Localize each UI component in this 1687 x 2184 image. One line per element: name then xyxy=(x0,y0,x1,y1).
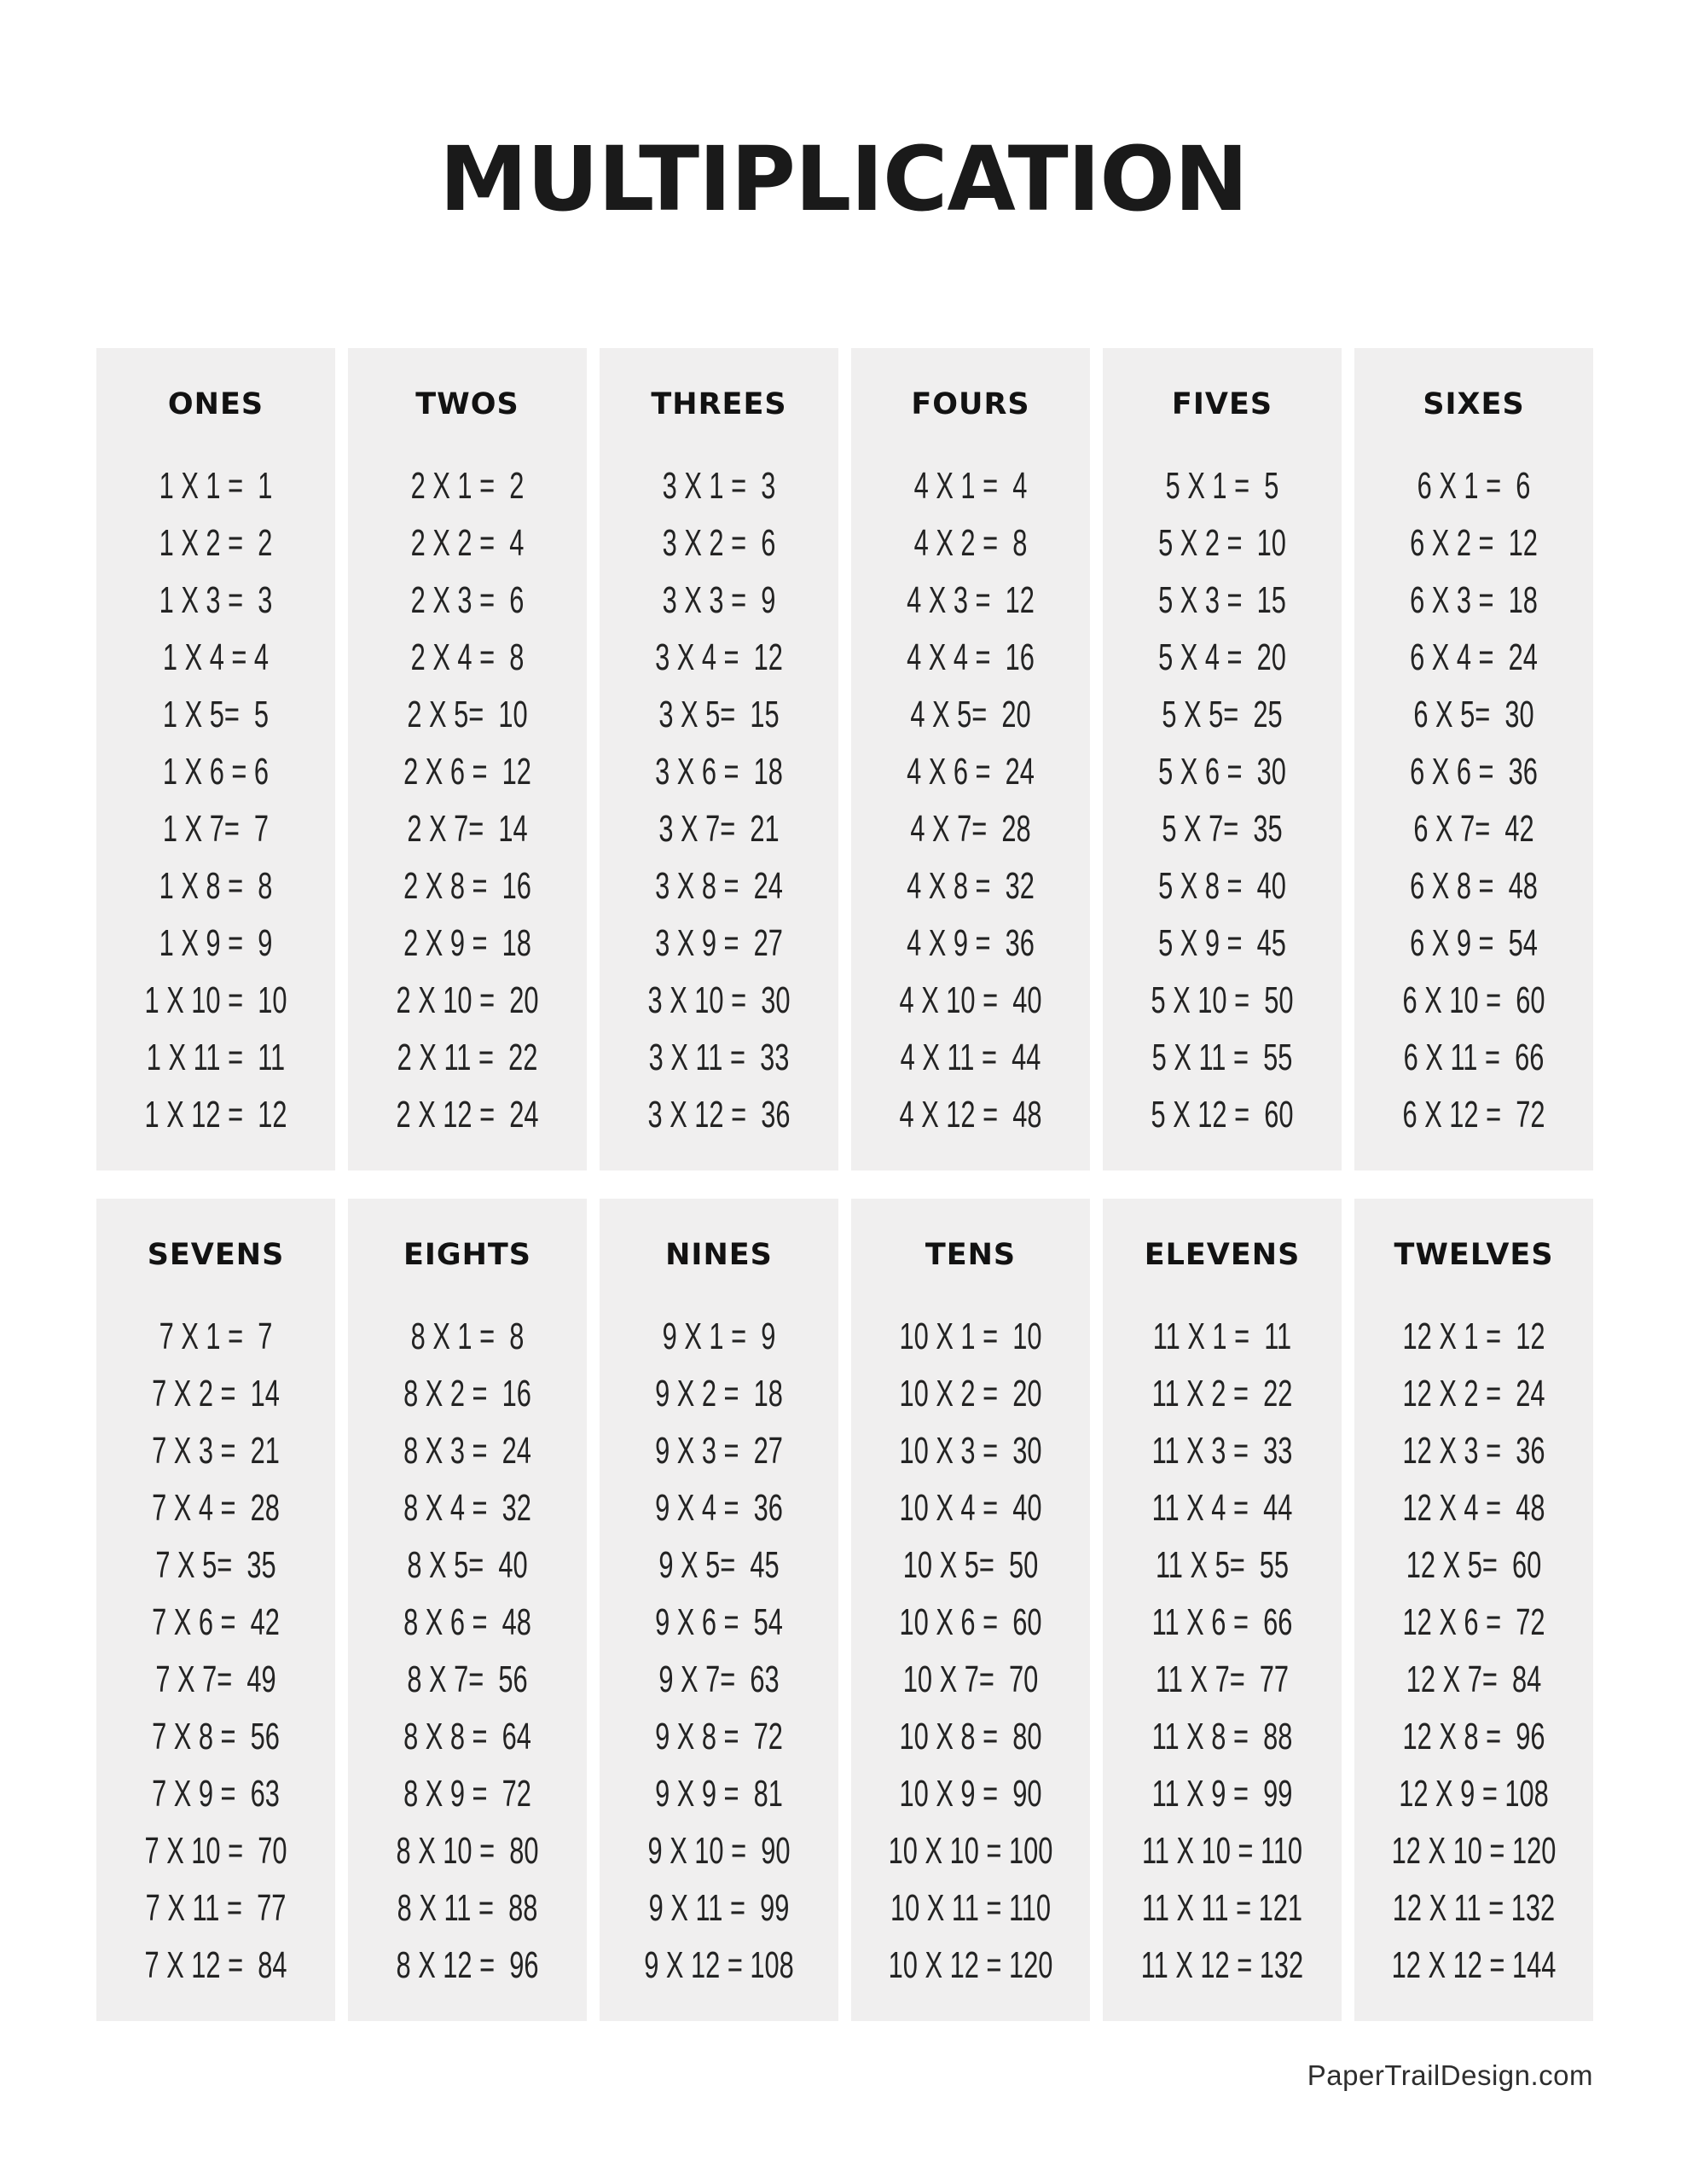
fact-row: 1 X 7= 7 xyxy=(162,808,270,851)
fact-row: 12 X 3 = 36 xyxy=(1402,1430,1545,1472)
fact-row: 12 X 12 = 144 xyxy=(1391,1944,1557,1987)
fact-row: 9 X 1 = 9 xyxy=(662,1316,776,1358)
table-card xyxy=(1103,1199,1342,2021)
fact-row: 11 X 7= 77 xyxy=(1155,1658,1290,1701)
fact-row: 11 X 11 = 121 xyxy=(1141,1887,1303,1930)
fact-row: 6 X 2 = 12 xyxy=(1410,522,1538,565)
fact-row: 6 X 3 = 18 xyxy=(1410,579,1538,622)
fact-row: 3 X 11 = 33 xyxy=(648,1037,790,1079)
fact-row: 9 X 11 = 99 xyxy=(648,1887,790,1930)
fact-row: 1 X 1 = 1 xyxy=(159,465,273,508)
fact-row: 12 X 7= 84 xyxy=(1406,1658,1542,1701)
fact-row: 7 X 5= 35 xyxy=(155,1544,276,1587)
fact-row: 1 X 8 = 8 xyxy=(159,865,273,908)
fact-row: 6 X 5= 30 xyxy=(1413,694,1534,736)
table-title: FIVES xyxy=(1171,387,1273,421)
fact-row: 1 X 12 = 12 xyxy=(144,1094,287,1136)
fact-row: 10 X 5= 50 xyxy=(902,1544,1039,1587)
fact-row: 6 X 11 = 66 xyxy=(1403,1037,1545,1079)
fact-row: 1 X 5= 5 xyxy=(162,694,270,736)
fact-row: 4 X 12 = 48 xyxy=(899,1094,1042,1136)
fact-row: 5 X 11 = 55 xyxy=(1151,1037,1293,1079)
fact-row: 3 X 12 = 36 xyxy=(647,1094,791,1136)
table-rows xyxy=(384,457,551,1143)
tables-grid xyxy=(96,348,1593,2021)
fact-row: 2 X 1 = 2 xyxy=(410,465,525,508)
fact-row: 4 X 10 = 40 xyxy=(899,979,1042,1022)
fact-row: 6 X 4 = 24 xyxy=(1410,636,1538,679)
table-card xyxy=(1354,348,1593,1170)
fact-row: 7 X 3 = 21 xyxy=(152,1430,280,1472)
fact-row: 9 X 12 = 108 xyxy=(644,1944,794,1987)
fact-row: 11 X 4 = 44 xyxy=(1151,1487,1293,1530)
fact-row: 4 X 1 = 4 xyxy=(913,465,1028,508)
table-title: TWOS xyxy=(415,387,519,421)
table-rows xyxy=(1139,457,1306,1143)
fact-row: 11 X 6 = 66 xyxy=(1151,1601,1293,1644)
fact-row: 12 X 5= 60 xyxy=(1406,1544,1542,1587)
fact-row: 3 X 9 = 27 xyxy=(655,922,783,965)
table-title: TENS xyxy=(925,1238,1017,1272)
fact-row: 12 X 2 = 24 xyxy=(1402,1373,1545,1415)
table-rows xyxy=(132,457,299,1143)
fact-row: 3 X 10 = 30 xyxy=(647,979,791,1022)
fact-row: 1 X 9 = 9 xyxy=(159,922,273,965)
table-card xyxy=(600,348,838,1170)
fact-row: 8 X 9 = 72 xyxy=(403,1773,531,1815)
fact-row: 2 X 9 = 18 xyxy=(403,922,531,965)
fact-row: 4 X 3 = 12 xyxy=(907,579,1035,622)
fact-row: 12 X 1 = 12 xyxy=(1402,1316,1545,1358)
fact-row: 9 X 6 = 54 xyxy=(655,1601,783,1644)
fact-row: 4 X 8 = 32 xyxy=(907,865,1035,908)
table-card xyxy=(348,1199,587,2021)
table-rows xyxy=(1139,1308,1306,1994)
table-rows xyxy=(887,1308,1054,1994)
fact-row: 4 X 6 = 24 xyxy=(907,751,1035,793)
fact-row: 5 X 12 = 60 xyxy=(1151,1094,1294,1136)
fact-row: 6 X 8 = 48 xyxy=(1410,865,1538,908)
fact-row: 12 X 10 = 120 xyxy=(1391,1830,1557,1873)
fact-row: 2 X 2 = 4 xyxy=(410,522,525,565)
fact-row: 4 X 5= 20 xyxy=(910,694,1031,736)
fact-row: 1 X 6 = 6 xyxy=(162,751,270,793)
fact-row: 8 X 1 = 8 xyxy=(410,1316,525,1358)
fact-row: 12 X 4 = 48 xyxy=(1402,1487,1545,1530)
fact-row: 1 X 2 = 2 xyxy=(159,522,273,565)
fact-row: 3 X 5= 15 xyxy=(658,694,780,736)
table-title: ELEVENS xyxy=(1144,1238,1301,1272)
fact-row: 4 X 7= 28 xyxy=(910,808,1031,851)
fact-row: 7 X 9 = 63 xyxy=(152,1773,280,1815)
fact-row: 8 X 6 = 48 xyxy=(403,1601,531,1644)
fact-row: 11 X 9 = 99 xyxy=(1151,1773,1293,1815)
fact-row: 1 X 11 = 11 xyxy=(146,1037,286,1079)
table-title: NINES xyxy=(665,1238,773,1272)
fact-row: 9 X 2 = 18 xyxy=(655,1373,783,1415)
fact-row: 12 X 6 = 72 xyxy=(1402,1601,1545,1644)
table-title: SIXES xyxy=(1423,387,1525,421)
fact-row: 5 X 9 = 45 xyxy=(1158,922,1286,965)
fact-row: 9 X 5= 45 xyxy=(658,1544,780,1587)
table-title: SEVENS xyxy=(147,1238,285,1272)
table-card xyxy=(851,1199,1090,2021)
table-card xyxy=(96,1199,335,2021)
fact-row: 7 X 10 = 70 xyxy=(144,1830,287,1873)
fact-row: 8 X 12 = 96 xyxy=(396,1944,539,1987)
fact-row: 8 X 8 = 64 xyxy=(403,1716,531,1758)
fact-row: 5 X 8 = 40 xyxy=(1158,865,1286,908)
fact-row: 9 X 3 = 27 xyxy=(655,1430,783,1472)
fact-row: 7 X 6 = 42 xyxy=(152,1601,280,1644)
fact-row: 10 X 9 = 90 xyxy=(899,1773,1042,1815)
table-card xyxy=(1354,1199,1593,2021)
fact-row: 11 X 3 = 33 xyxy=(1151,1430,1293,1472)
fact-row: 5 X 4 = 20 xyxy=(1158,636,1286,679)
fact-row: 6 X 7= 42 xyxy=(1413,808,1534,851)
fact-row: 11 X 8 = 88 xyxy=(1151,1716,1293,1758)
fact-row: 9 X 10 = 90 xyxy=(647,1830,791,1873)
fact-row: 2 X 12 = 24 xyxy=(396,1094,539,1136)
table-title: FOURS xyxy=(911,387,1030,421)
fact-row: 10 X 11 = 110 xyxy=(890,1887,1052,1930)
fact-row: 8 X 7= 56 xyxy=(407,1658,528,1701)
fact-row: 10 X 1 = 10 xyxy=(899,1316,1042,1358)
fact-row: 3 X 8 = 24 xyxy=(655,865,783,908)
fact-row: 4 X 11 = 44 xyxy=(900,1037,1041,1079)
fact-row: 7 X 7= 49 xyxy=(155,1658,276,1701)
fact-row: 5 X 3 = 15 xyxy=(1158,579,1286,622)
table-rows xyxy=(1390,457,1557,1143)
fact-row: 5 X 5= 25 xyxy=(1162,694,1283,736)
fact-row: 11 X 1 = 11 xyxy=(1152,1316,1292,1358)
fact-row: 8 X 11 = 88 xyxy=(397,1887,538,1930)
fact-row: 5 X 7= 35 xyxy=(1162,808,1283,851)
table-card xyxy=(851,348,1090,1170)
fact-row: 10 X 7= 70 xyxy=(902,1658,1039,1701)
fact-row: 5 X 10 = 50 xyxy=(1151,979,1294,1022)
table-title: EIGHTS xyxy=(403,1238,532,1272)
fact-row: 2 X 11 = 22 xyxy=(397,1037,538,1079)
fact-row: 12 X 9 = 108 xyxy=(1399,1773,1549,1815)
fact-row: 10 X 6 = 60 xyxy=(899,1601,1042,1644)
table-title: TWELVES xyxy=(1394,1238,1554,1272)
fact-row: 3 X 2 = 6 xyxy=(662,522,776,565)
fact-row: 4 X 2 = 8 xyxy=(913,522,1028,565)
fact-row: 8 X 5= 40 xyxy=(407,1544,528,1587)
table-title: THREES xyxy=(651,387,787,421)
fact-row: 2 X 8 = 16 xyxy=(403,865,531,908)
fact-row: 12 X 8 = 96 xyxy=(1402,1716,1545,1758)
fact-row: 6 X 6 = 36 xyxy=(1410,751,1538,793)
page-title: MULTIPLICATION xyxy=(439,127,1248,231)
fact-row: 10 X 4 = 40 xyxy=(899,1487,1042,1530)
table-rows xyxy=(384,1308,551,1994)
fact-row: 8 X 3 = 24 xyxy=(403,1430,531,1472)
table-card xyxy=(96,348,335,1170)
fact-row: 7 X 8 = 56 xyxy=(152,1716,280,1758)
fact-row: 11 X 12 = 132 xyxy=(1140,1944,1304,1987)
fact-row: 6 X 9 = 54 xyxy=(1410,922,1538,965)
fact-row: 2 X 10 = 20 xyxy=(396,979,539,1022)
fact-row: 2 X 6 = 12 xyxy=(403,751,531,793)
fact-row: 3 X 4 = 12 xyxy=(655,636,783,679)
fact-row: 8 X 4 = 32 xyxy=(403,1487,531,1530)
fact-row: 4 X 9 = 36 xyxy=(907,922,1035,965)
fact-row: 3 X 7= 21 xyxy=(658,808,780,851)
fact-row: 5 X 6 = 30 xyxy=(1158,751,1286,793)
fact-row: 5 X 2 = 10 xyxy=(1158,522,1286,565)
table-card xyxy=(600,1199,838,2021)
fact-row: 9 X 8 = 72 xyxy=(655,1716,783,1758)
fact-row: 11 X 5= 55 xyxy=(1155,1544,1290,1587)
fact-row: 10 X 2 = 20 xyxy=(899,1373,1042,1415)
fact-row: 8 X 10 = 80 xyxy=(396,1830,539,1873)
fact-row: 9 X 9 = 81 xyxy=(655,1773,783,1815)
fact-row: 1 X 3 = 3 xyxy=(159,579,273,622)
table-card xyxy=(1103,348,1342,1170)
fact-row: 10 X 12 = 120 xyxy=(888,1944,1053,1987)
fact-row: 6 X 12 = 72 xyxy=(1402,1094,1545,1136)
fact-row: 6 X 1 = 6 xyxy=(1417,465,1531,508)
fact-row: 11 X 10 = 110 xyxy=(1141,1830,1303,1873)
fact-row: 2 X 3 = 6 xyxy=(410,579,525,622)
fact-row: 10 X 10 = 100 xyxy=(888,1830,1053,1873)
table-rows xyxy=(635,457,803,1143)
fact-row: 3 X 1 = 3 xyxy=(662,465,776,508)
table-rows xyxy=(132,1308,299,1994)
fact-row: 7 X 4 = 28 xyxy=(152,1487,280,1530)
fact-row: 10 X 8 = 80 xyxy=(899,1716,1042,1758)
table-rows xyxy=(887,457,1054,1143)
fact-row: 1 X 10 = 10 xyxy=(144,979,287,1022)
fact-row: 12 X 11 = 132 xyxy=(1392,1887,1556,1930)
fact-row: 2 X 5= 10 xyxy=(407,694,528,736)
table-rows xyxy=(635,1308,803,1994)
table-card xyxy=(348,348,587,1170)
fact-row: 3 X 6 = 18 xyxy=(655,751,783,793)
fact-row: 7 X 2 = 14 xyxy=(152,1373,280,1415)
fact-row: 8 X 2 = 16 xyxy=(403,1373,531,1415)
fact-row: 2 X 4 = 8 xyxy=(410,636,525,679)
fact-row: 4 X 4 = 16 xyxy=(907,636,1035,679)
fact-row: 7 X 12 = 84 xyxy=(144,1944,287,1987)
fact-row: 7 X 1 = 7 xyxy=(159,1316,273,1358)
fact-row: 9 X 4 = 36 xyxy=(655,1487,783,1530)
table-title: ONES xyxy=(167,387,264,421)
fact-row: 6 X 10 = 60 xyxy=(1402,979,1545,1022)
fact-row: 11 X 2 = 22 xyxy=(1151,1373,1293,1415)
table-rows xyxy=(1390,1308,1557,1994)
fact-row: 2 X 7= 14 xyxy=(407,808,528,851)
fact-row: 5 X 1 = 5 xyxy=(1165,465,1279,508)
fact-row: 7 X 11 = 77 xyxy=(145,1887,287,1930)
fact-row: 9 X 7= 63 xyxy=(658,1658,780,1701)
fact-row: 10 X 3 = 30 xyxy=(899,1430,1042,1472)
site-credit: PaperTrailDesign.com xyxy=(1307,2059,1593,2091)
fact-row: 3 X 3 = 9 xyxy=(662,579,776,622)
fact-row: 1 X 4 = 4 xyxy=(162,636,270,679)
